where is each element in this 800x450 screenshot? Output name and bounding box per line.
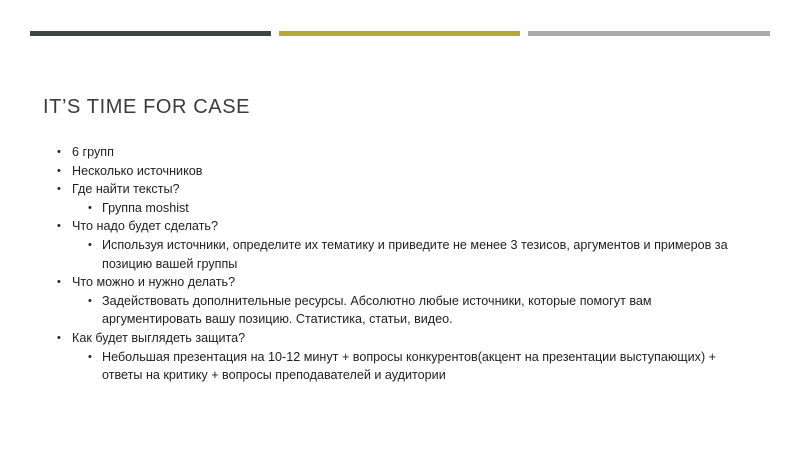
list-item-text: Небольшая презентация на 10-12 минут + вопросы конкурентов(акцент на презентации выступающих) + ответы на критику + вопросы преподавателей и аудитории [102, 349, 717, 383]
bullet-icon: • [57, 220, 61, 233]
list-item-text: Где найти тексты? [72, 182, 180, 197]
list-item [42, 217, 742, 236]
bullet-icon: • [88, 294, 92, 307]
list-item-text: Как будет выглядеть защита? [72, 330, 246, 345]
bullet-icon: • [57, 331, 61, 344]
sub-list-item [42, 199, 742, 218]
decorative-bar-olive [279, 31, 520, 36]
list-item [42, 162, 742, 181]
bullet-icon: • [57, 183, 61, 196]
list-item-text: 6 групп [72, 145, 114, 159]
sub-list-item [42, 292, 742, 329]
sub-list-item [42, 348, 742, 385]
decorative-bar-dark [30, 31, 271, 36]
bullet-icon: • [57, 146, 61, 158]
bullet-icon: • [57, 164, 61, 177]
list-item-text: Что можно и нужно делать? [72, 275, 236, 290]
sub-list-item [42, 236, 742, 273]
bullet-icon: • [88, 201, 92, 214]
list-item-text: Что надо будет сделать? [72, 219, 218, 234]
bullet-icon: • [57, 276, 61, 289]
bullet-list [42, 143, 742, 385]
bullet-icon: • [88, 350, 92, 363]
list-item-text: Используя источники, определите их тематику и приведите не менее 3 тезисов, аргументов и примеров за позицию вашей группы [102, 237, 728, 271]
list-item-text: Задействовать дополнительные ресурсы. Абсолютно любые источники, которые помогут вам аргументировать вашу позицию. Статистика, статьи, видео. [102, 293, 652, 327]
decorative-bar-grey [528, 31, 770, 36]
list-item [42, 329, 742, 348]
list-item [42, 143, 742, 162]
bullet-icon: • [88, 238, 92, 251]
list-item-text: Группа moshist [102, 200, 189, 215]
slide-title: IT’S TIME FOR CASE [43, 96, 251, 118]
list-item [42, 273, 742, 292]
list-item-text: Несколько источников [72, 163, 203, 178]
list-item [42, 180, 742, 199]
